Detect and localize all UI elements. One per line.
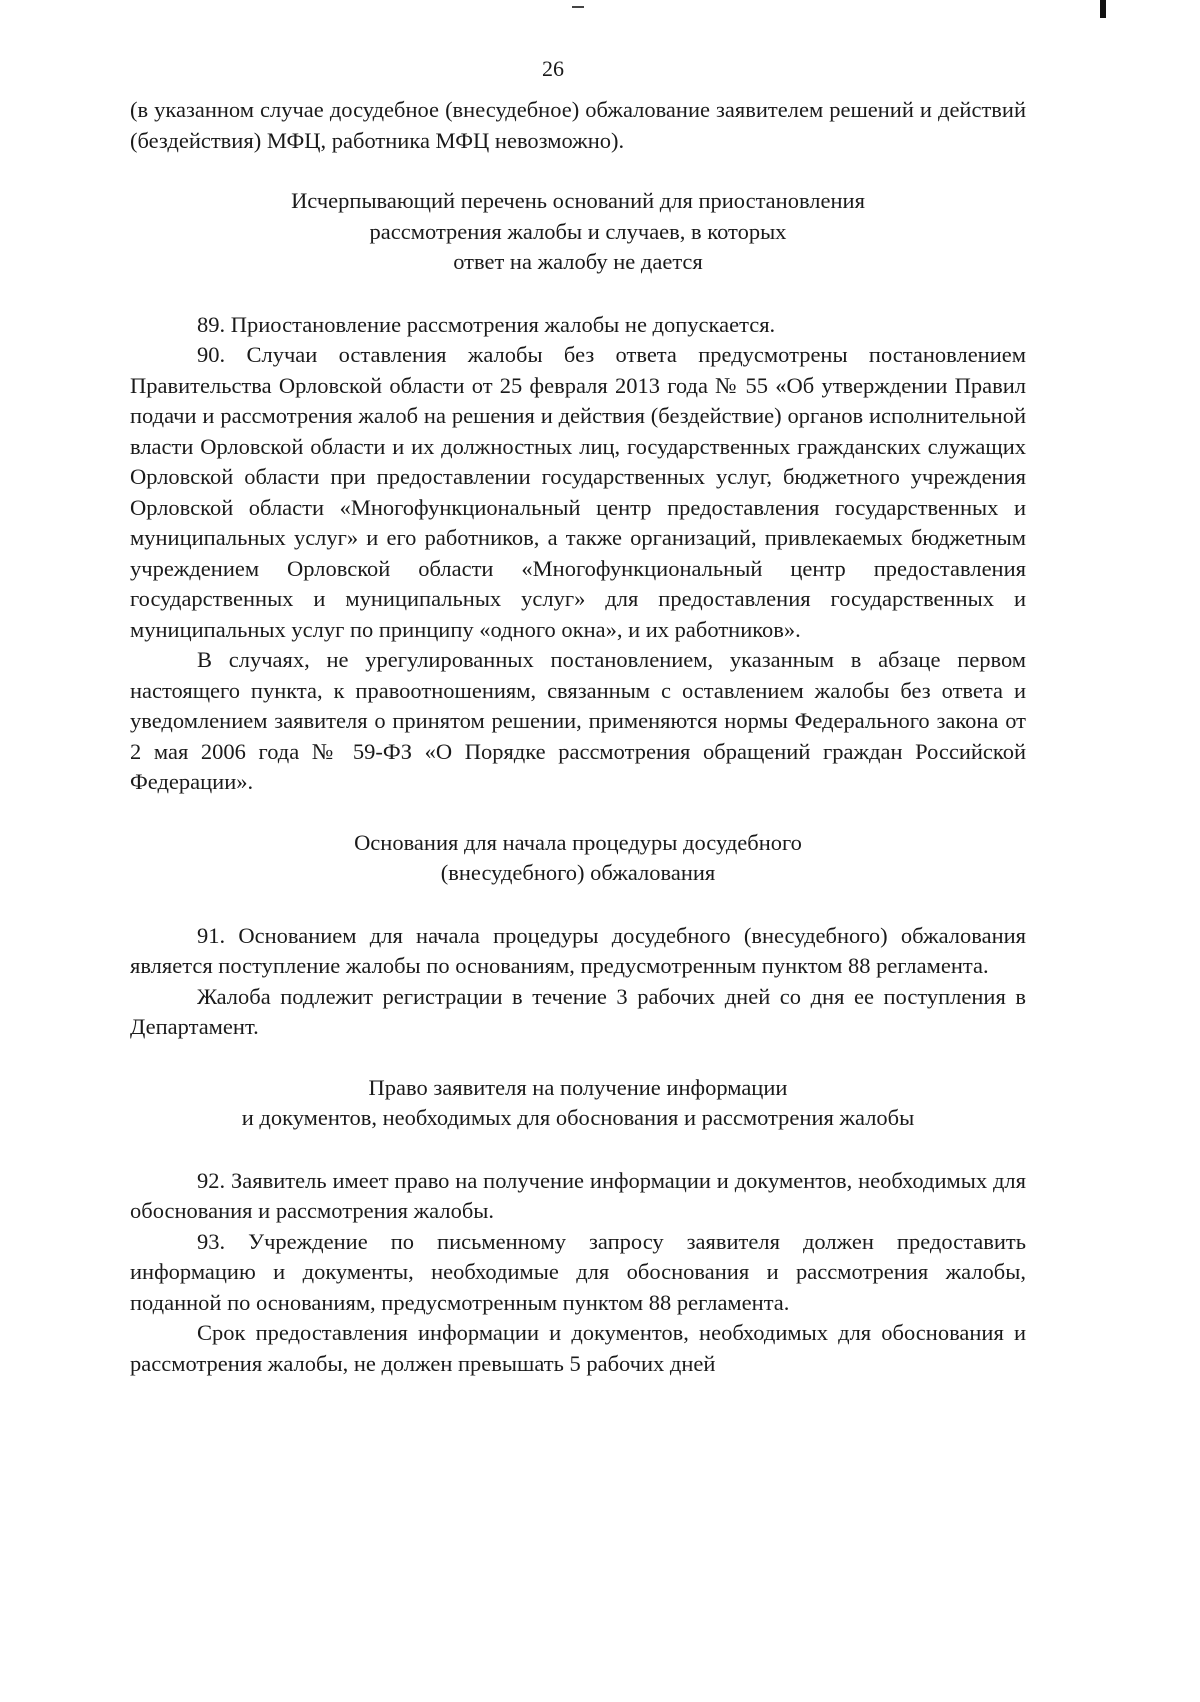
scan-corner-mark: [1100, 0, 1106, 18]
document-body: [130, 95, 1026, 1379]
paragraph-90-second: В случаях, не урегулированных постановлением, указанным в абзаце первом настоящего пункта, к правоотношениям, связанным с оставлением жалобы без ответа и уведомлением заявителя о принятом решении, применяются нормы Федерального закона от 2 мая 2006 года № 59-ФЗ «О Порядке рассмотрения обращений граждан Российской Федерации».: [130, 647, 1026, 794]
paragraph-continuation: (в указанном случае досудебное (внесудебное) обжалование заявителем решений и действий (бездействия) МФЦ, работника МФЦ невозможно).: [130, 97, 1026, 153]
heading-line: ответ на жалобу не дается: [453, 249, 703, 274]
section-heading-right-to-information: [130, 1073, 1026, 1134]
heading-line: Основания для начала процедуры досудебного: [354, 829, 802, 855]
heading-line: Право заявителя на получение информации: [368, 1074, 788, 1100]
section-heading-grounds: [130, 828, 1026, 889]
paragraph-91-second: Жалоба подлежит регистрации в течение 3 рабочих дней со дня ее поступления в Департамент.: [130, 983, 1026, 1039]
heading-line: Исчерпывающий перечень оснований для приостановления: [291, 188, 865, 213]
paragraph-91: 91. Основанием для начала процедуры досудебного (внесудебного) обжалования является поступление жалобы по основаниям, предусмотренным пунктом 88 регламента.: [130, 922, 1026, 978]
page-number: 26: [542, 56, 564, 81]
heading-line: рассмотрения жалобы и случаев, в которых: [369, 218, 787, 244]
paragraph-92: 92. Заявитель имеет право на получение информации и документов, необходимых для обоснования и рассмотрения жалобы.: [130, 1167, 1026, 1223]
heading-line: и документов, необходимых для обоснования и рассмотрения жалобы: [241, 1105, 915, 1130]
paragraph-93: 93. Учреждение по письменному запросу заявителя должен предоставить информацию и документы, необходимые для обоснования и рассмотрения жалобы, поданной по основаниям, предусмотренным пунктом 88 регламента.: [130, 1228, 1026, 1315]
heading-line: (внесудебного) обжалования: [440, 860, 716, 885]
paragraph-93-second: Срок предоставления информации и документов, необходимых для обоснования и рассмотрения жалобы, не должен превышать 5 рабочих дней: [130, 1320, 1026, 1376]
section-heading-suspension: [130, 186, 1026, 278]
scan-mark: [572, 6, 584, 8]
paragraph-89: 89. Приостановление рассмотрения жалобы не допускается.: [197, 311, 776, 337]
paragraph-90: 90. Случаи оставления жалобы без ответа предусмотрены постановлением Правительства Орловской области от 25 февраля 2013 года № 55 «Об утверждении Правил подачи и рассмотрения жалоб на решения и действия (бездействие) органов исполнительной власти Орловской области и их должностных лиц, государственных гражданских служащих Орловской области при предоставлении государственных услуг, бюджетного учреждения Орловской области «Многофункциональный центр предоставления государственных и муниципальных услуг» и его работников, а также организаций, привлекаемых бюджетным учреждением Орловской области «Многофункциональный центр предоставления государственных и муниципальных услуг» для предоставления государственных и муниципальных услуг по принципу «одного окна», и их работников».: [130, 342, 1026, 642]
